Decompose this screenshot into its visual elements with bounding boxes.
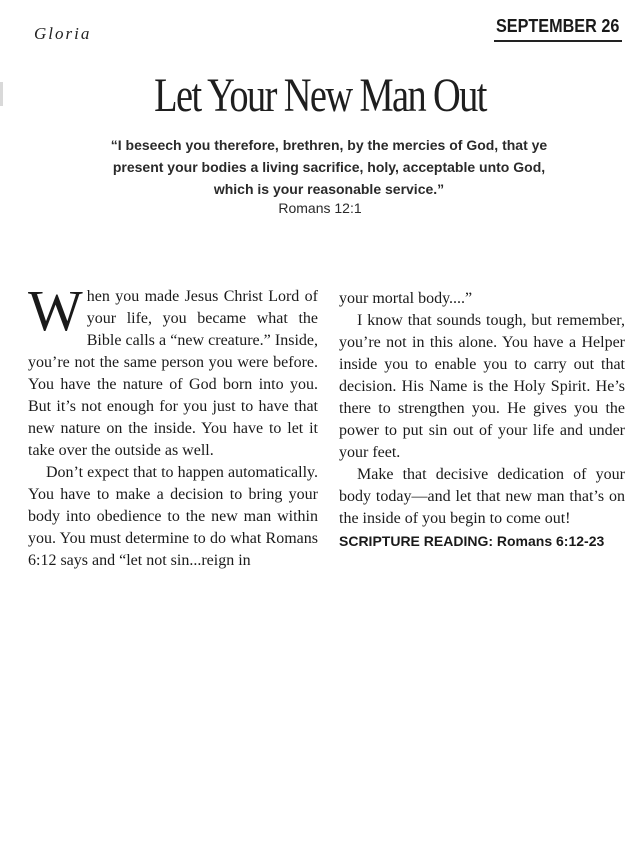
paragraph-2-part-1: Don’t expect that to happen automatically. You have to make a decision to bring your body into obedience to the new man within you. You must determine to do what Romans 6:12 says and “let not sin...reign in — [28, 464, 318, 569]
page-edge-mark — [0, 82, 3, 106]
paragraph-1 — [28, 278, 318, 462]
drop-cap: W — [28, 278, 83, 343]
paragraph-4: Make that decisive dedication of your body today—and let that new man that’s on the inside of you begin to come out! — [339, 466, 625, 527]
body-column-left — [28, 278, 318, 572]
verse-reference: Romans 12:1 — [278, 200, 362, 216]
paragraph-3: I know that sounds tough, but remember, you’re not in this alone. You have a Helper inside you to enable you to carry out that decision. His Name is the Holy Spirit. He’s there to strengthen you. He gives you the power to put sin out of your life and under your feet. — [339, 312, 625, 461]
paragraph-2-part-2: your mortal body....” — [339, 290, 473, 307]
paragraph-1-text: hen you made Jesus Christ Lord of your life, you became what the Bible calls a “new creature.” Inside, you’re not the same person you were before. You have the nature of God born into you. But it’s not enough for you just to have that new nature on the inside. You have to let it take over the outside as well. — [28, 288, 318, 459]
date-header: SEPTEMBER 26 — [496, 16, 620, 36]
page-title: Let Your New Man Out — [154, 69, 486, 122]
verse-text: “I beseech you therefore, brethren, by the mercies of God, that ye present your bodies a living sacrifice, holy, acceptable unto God, which is your reasonable service.” — [110, 137, 548, 197]
date-underline — [494, 40, 622, 42]
author-header: Gloria — [34, 24, 92, 43]
body-column-right — [339, 288, 625, 552]
scripture-reading: SCRIPTURE READING: Romans 6:12-23 — [339, 533, 605, 549]
